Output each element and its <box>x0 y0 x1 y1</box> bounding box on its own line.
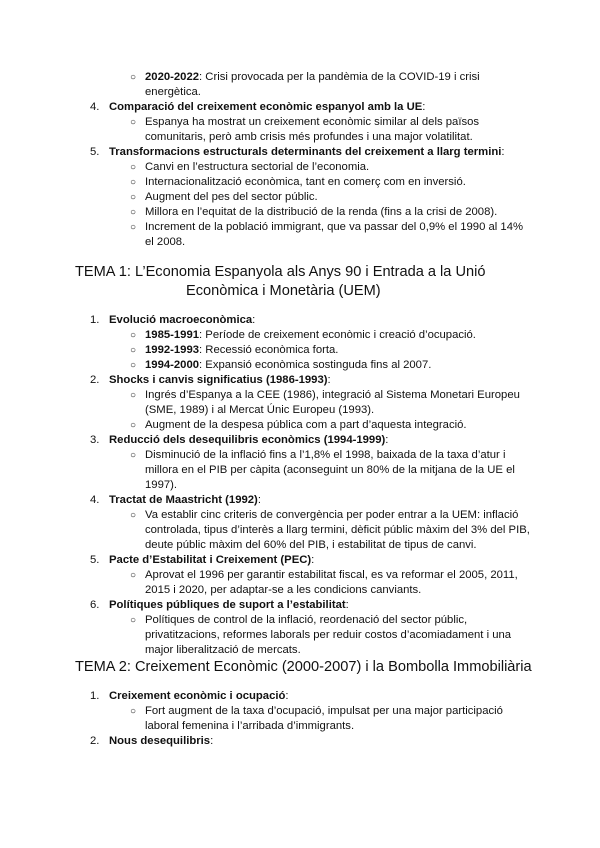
bullet-marker: ○ <box>130 420 137 431</box>
bullet-marker: ○ <box>130 192 137 203</box>
item-heading: Shocks i canvis significatius (1986-1993): <box>109 374 331 386</box>
item-number: 1. <box>90 314 100 326</box>
list-item: Espanya ha mostrat un creixement econòmic similar al dels països <box>145 116 480 128</box>
list-item: 1994-2000: Expansió econòmica sostinguda fins al 2007. <box>145 359 432 371</box>
list-item-cont: deute públic màxim del 60% del PIB, i estabilitat de tipus de canvi. <box>145 539 477 551</box>
item-number: 6. <box>90 599 100 611</box>
list-item: Augment del pes del sector públic. <box>145 191 318 203</box>
list-item-covid: 2020-2022: Crisi provocada per la pandèmia de la COVID-19 i crisi <box>145 71 480 83</box>
list-item: Disminució de la inflació fins a l’1,8% el 1998, baixada de la taxa d’atur i <box>145 449 506 461</box>
list-item-cont: controlada, tipus d’interès a llarg termini, dèficit públic màxim del 3% del PIB, <box>145 524 530 536</box>
item-number: 4. <box>90 494 100 506</box>
item-number: 4. <box>90 101 100 113</box>
item-heading: Tractat de Maastricht (1992): <box>109 494 261 506</box>
bullet-marker: ○ <box>130 330 137 341</box>
list-item-cont: (SME, 1989) i al Mercat Únic Europeu (1993). <box>145 404 375 416</box>
item-heading: Pacte d’Estabilitat i Creixement (PEC): <box>109 554 315 566</box>
item-number: 3. <box>90 434 100 446</box>
item-number: 1. <box>90 690 100 702</box>
item-heading: Reducció dels desequilibris econòmics (1994-1999): <box>109 434 389 446</box>
list-item-covid-cont: energètica. <box>145 86 201 98</box>
list-item-cont: laboral femenina i l’arribada d’immigrants. <box>145 720 355 732</box>
list-item: 1992-1993: Recessió econòmica forta. <box>145 344 339 356</box>
list-item: Canvi en l’estructura sectorial de l’economia. <box>145 161 370 173</box>
list-item: Increment de la població immigrant, que va passar del 0,9% el 1990 al 14% <box>145 221 524 233</box>
item-heading: Polítiques públiques de suport a l’estabilitat: <box>109 599 349 611</box>
list-item-cont: comunitaris, però amb crisis més profundes i una major volatilitat. <box>145 131 473 143</box>
item-heading: Comparació del creixement econòmic espanyol amb la UE: <box>109 101 426 113</box>
bullet-marker: ○ <box>130 510 137 521</box>
list-item: Fort augment de la taxa d’ocupació, impulsat per una major participació <box>145 705 503 717</box>
bullet-marker: ○ <box>130 450 137 461</box>
item-heading: Transformacions estructurals determinants del creixement a llarg termini: <box>109 146 505 158</box>
bullet-marker: ○ <box>130 390 137 401</box>
item-heading: Nous desequilibris: <box>109 735 214 747</box>
item-number: 5. <box>90 554 100 566</box>
list-item-cont: 2015 i 2020, per adaptar-se a les condicions canviants. <box>145 584 422 596</box>
list-item: Va establir cinc criteris de convergència per poder entrar a la UEM: inflació <box>145 509 519 521</box>
list-item: 1985-1991: Període de creixement econòmic i creació d’ocupació. <box>145 329 476 341</box>
section-heading-tema1: TEMA 1: L’Economia Espanyola als Anys 90 i Entrada a la Unió <box>75 264 486 280</box>
list-item: Internacionalització econòmica, tant en comerç com en inversió. <box>145 176 466 188</box>
bullet-marker: ○ <box>130 177 137 188</box>
list-item: Ingrés d’Espanya a la CEE (1986), integració al Sistema Monetari Europeu <box>145 389 520 401</box>
list-item-cont: 1997). <box>145 479 178 491</box>
bullet-marker: ○ <box>130 615 137 626</box>
bullet-marker: ○ <box>130 706 137 717</box>
list-item: Aprovat el 1996 per garantir estabilitat fiscal, es va reformar el 2005, 2011, <box>145 569 518 581</box>
list-item-cont: millora en el PIB per càpita (aconseguint un 80% de la mitjana de la UE el <box>145 464 515 476</box>
list-item-cont: el 2008. <box>145 236 186 248</box>
item-heading: Evolució macroeconòmica: <box>109 314 256 326</box>
item-number: 5. <box>90 146 100 158</box>
bullet-marker: ○ <box>130 207 137 218</box>
item-number: 2. <box>90 735 100 747</box>
bullet-marker: ○ <box>130 222 137 233</box>
list-item-cont: major liberalització de mercats. <box>145 644 301 656</box>
bullet-marker: ○ <box>130 345 137 356</box>
bullet-marker: ○ <box>130 570 137 581</box>
period-label: 2020-2022 <box>145 71 200 83</box>
list-item-cont: privatitzacions, reformes laborals per reduir costos d’acomiadament i una <box>145 629 512 641</box>
list-item: Millora en l’equitat de la distribució de la renda (fins a la crisi de 2008). <box>145 206 498 218</box>
item-heading: Creixement econòmic i ocupació: <box>109 690 289 702</box>
section-heading-tema1-cont: Econòmica i Monetària (UEM) <box>186 283 381 299</box>
bullet-marker: ○ <box>130 360 137 371</box>
bullet-marker: ○ <box>130 117 137 128</box>
section-heading-tema2: TEMA 2: Creixement Econòmic (2000-2007) i la Bombolla Immobiliària <box>75 659 532 675</box>
list-item: Augment de la despesa pública com a part d’aquesta integració. <box>145 419 467 431</box>
list-item: Polítiques de control de la inflació, reordenació del sector públic, <box>145 614 468 626</box>
bullet-marker: ○ <box>130 162 137 173</box>
item-number: 2. <box>90 374 100 386</box>
bullet-marker: ○ <box>130 72 137 83</box>
